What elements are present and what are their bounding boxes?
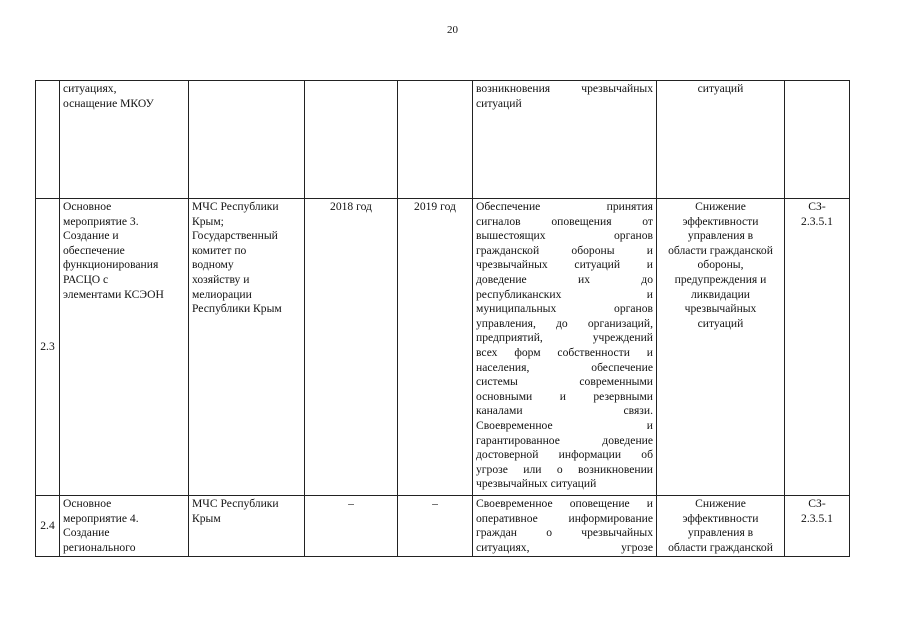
cell-text-line: оперативное информирование	[476, 511, 653, 525]
cell-text-line: мероприятие 3.	[63, 214, 139, 228]
table-row	[36, 496, 850, 557]
cell-text-line: угрозе или о возникновении	[476, 462, 653, 476]
cell-start	[305, 496, 398, 557]
cell-text-line: Республики Крым	[192, 302, 282, 316]
cell-text-line: ситуаций	[476, 96, 522, 110]
cell-result	[473, 496, 657, 557]
cell-text-line: управления в	[687, 526, 754, 540]
cell-text-line: сигналов оповещения от	[476, 214, 653, 228]
cell-text-line: доведение их до	[476, 272, 653, 286]
cell-text-line: ситуаций	[697, 82, 744, 95]
cell-text-line: СЗ-	[808, 200, 826, 213]
page-number: 20	[447, 24, 458, 36]
cell-text-line: достоверной информации об	[476, 448, 653, 462]
cell-text-line: регионального	[63, 540, 136, 554]
cell-text-line: хозяйству и	[192, 272, 250, 286]
cell-text-line: мелиорации	[192, 287, 252, 301]
cell-text-line: СЗ-	[808, 497, 826, 510]
activities-table	[35, 80, 850, 557]
cell-text-line: Основное	[63, 497, 112, 510]
cell-text-line: республиканских и	[476, 287, 653, 301]
cell-text-line: –	[432, 497, 438, 510]
cell-text-line: 2.4	[40, 518, 55, 532]
cell-impact	[657, 81, 785, 199]
cell-executor	[189, 496, 305, 557]
cell-indicator	[785, 199, 850, 496]
cell-event	[60, 81, 189, 199]
table-row	[36, 81, 850, 199]
cell-start	[305, 81, 398, 199]
cell-text-line: всех форм собственности и	[476, 345, 653, 359]
cell-text-line: РАСЦО с	[63, 272, 109, 286]
cell-text-line: мероприятие 4.	[63, 511, 139, 525]
cell-result	[473, 199, 657, 496]
cell-text-line: возникновения чрезвычайных	[476, 82, 653, 95]
cell-text-line: муниципальных органов	[476, 302, 653, 316]
cell-text-line: Создание	[63, 526, 110, 540]
cell-text-line: Своевременное оповещение и	[476, 497, 653, 510]
cell-text-line: основными и резервными	[476, 389, 653, 403]
cell-text-line: ликвидации	[691, 287, 750, 301]
cell-executor	[189, 81, 305, 199]
cell-text-line: вышестоящих органов	[476, 229, 653, 243]
cell-end	[398, 81, 473, 199]
cell-text-line: Крым;	[192, 214, 224, 228]
cell-event	[60, 496, 189, 557]
cell-result	[473, 81, 657, 199]
cell-text-line: граждан о чрезвычайных	[476, 526, 653, 540]
cell-impact	[657, 496, 785, 557]
cell-text-line: элементами КСЭОН	[63, 287, 164, 301]
cell-text-line: 2.3	[40, 339, 55, 353]
cell-text-line: 2.3.5.1	[801, 511, 833, 525]
cell-text-line: 2019 год	[414, 200, 456, 213]
cell-text-line: системы современными	[476, 375, 653, 389]
cell-text-line: Крым	[192, 511, 221, 525]
cell-text-line: Снижение	[695, 497, 746, 510]
cell-text-line: МЧС Республики	[192, 200, 279, 213]
cell-text-line: Создание и	[63, 229, 119, 243]
cell-text-line: чрезвычайных ситуаций	[476, 477, 597, 491]
cell-text-line: гарантированное доведение	[476, 433, 653, 447]
cell-end	[398, 199, 473, 496]
cell-text-line: 2018 год	[330, 200, 372, 213]
cell-text-line: Снижение	[695, 200, 746, 213]
cell-text-line: МЧС Республики	[192, 497, 279, 510]
cell-text-line: 2.3.5.1	[801, 214, 833, 228]
cell-text-line: чрезвычайных ситуаций и	[476, 258, 653, 272]
cell-start	[305, 199, 398, 496]
cell-text-line: водному	[192, 258, 234, 272]
cell-text-line: ситуациях, угрозе	[476, 540, 653, 554]
cell-indicator	[785, 496, 850, 557]
cell-text-line: обороны,	[697, 258, 744, 272]
cell-text-line: ситуаций	[697, 316, 744, 330]
cell-text-line: эффективности	[682, 214, 759, 228]
cell-text-line: Обеспечение принятия	[476, 200, 653, 213]
cell-text-line: комитет по	[192, 243, 247, 257]
cell-text-line: оснащение МКОУ	[63, 96, 154, 110]
cell-text-line: управления в	[687, 229, 754, 243]
table-row	[36, 199, 850, 496]
cell-number	[36, 81, 60, 199]
cell-text-line: чрезвычайных	[684, 302, 757, 316]
cell-text-line: ситуациях,	[63, 82, 117, 95]
cell-text-line: области гражданской	[668, 243, 773, 257]
cell-text-line: предприятий, учреждений	[476, 331, 653, 345]
cell-text-line: населения, обеспечение	[476, 360, 653, 374]
cell-text-line: функционирования	[63, 258, 159, 272]
cell-text-line: Государственный	[192, 229, 278, 243]
cell-text-line: каналами связи.	[476, 404, 653, 418]
cell-executor	[189, 199, 305, 496]
cell-indicator	[785, 81, 850, 199]
cell-text-line: эффективности	[682, 511, 759, 525]
cell-text-line: предупреждения и	[674, 272, 767, 286]
cell-impact	[657, 199, 785, 496]
cell-number	[36, 496, 60, 557]
cell-text-line: Основное	[63, 200, 112, 213]
cell-end	[398, 496, 473, 557]
cell-event	[60, 199, 189, 496]
cell-text-line: гражданской обороны и	[476, 243, 653, 257]
cell-text-line: обеспечение	[63, 243, 125, 257]
cell-text-line: –	[348, 497, 354, 510]
cell-text-line: Своевременное и	[476, 418, 653, 432]
cell-number	[36, 199, 60, 496]
cell-text-line: области гражданской	[668, 540, 773, 554]
cell-text-line: управления, до организаций,	[476, 316, 653, 330]
